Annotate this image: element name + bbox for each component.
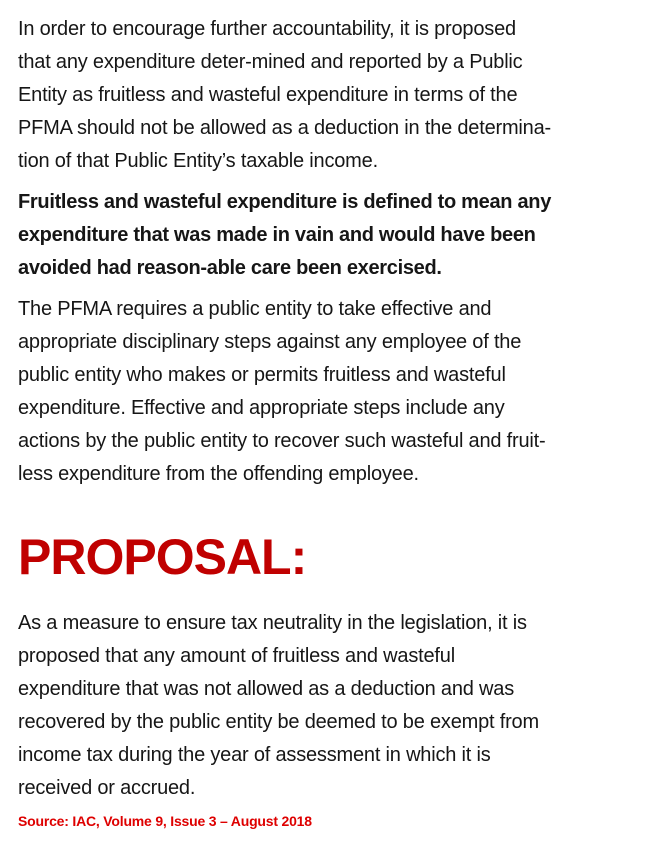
text-line: appropriate disciplinary steps against any employee of the bbox=[18, 331, 522, 353]
definition-paragraph bbox=[18, 186, 638, 285]
text-line: actions by the public entity to recover such wasteful and fruit- bbox=[18, 430, 546, 452]
text-line: proposed that any amount of fruitless and wasteful bbox=[18, 645, 455, 667]
pfma-paragraph bbox=[18, 293, 638, 491]
text-line: expenditure that was not allowed as a deduction and was bbox=[18, 678, 515, 700]
text-line: avoided had reason-able care been exercised. bbox=[18, 257, 442, 279]
text-line: that any expenditure deter-mined and reported by a Public bbox=[18, 51, 523, 73]
proposal-heading: PROPOSAL: bbox=[18, 529, 307, 585]
text-line: expenditure. Effective and appropriate steps include any bbox=[18, 397, 505, 419]
intro-paragraph bbox=[18, 13, 638, 178]
text-line: Fruitless and wasteful expenditure is defined to mean any bbox=[18, 191, 552, 213]
text-line: The PFMA requires a public entity to take effective and bbox=[18, 298, 492, 320]
text-line: public entity who makes or permits fruitless and wasteful bbox=[18, 364, 506, 386]
text-line: PFMA should not be allowed as a deduction in the determina- bbox=[18, 117, 551, 139]
text-line: tion of that Public Entity’s taxable income. bbox=[18, 150, 378, 172]
text-line: recovered by the public entity be deemed to be exempt from bbox=[18, 711, 539, 733]
text-line: In order to encourage further accountability, it is proposed bbox=[18, 18, 516, 40]
text-line: less expenditure from the offending employee. bbox=[18, 463, 419, 485]
text-line: income tax during the year of assessment in which it is bbox=[18, 744, 491, 766]
source-note: Source: IAC, Volume 9, Issue 3 – August 2018 bbox=[18, 813, 312, 829]
proposal-paragraph bbox=[18, 607, 638, 805]
text-line: As a measure to ensure tax neutrality in the legislation, it is bbox=[18, 612, 527, 634]
text-line: expenditure that was made in vain and would have been bbox=[18, 224, 536, 246]
text-line: received or accrued. bbox=[18, 777, 196, 799]
text-line: Entity as fruitless and wasteful expenditure in terms of the bbox=[18, 84, 518, 106]
